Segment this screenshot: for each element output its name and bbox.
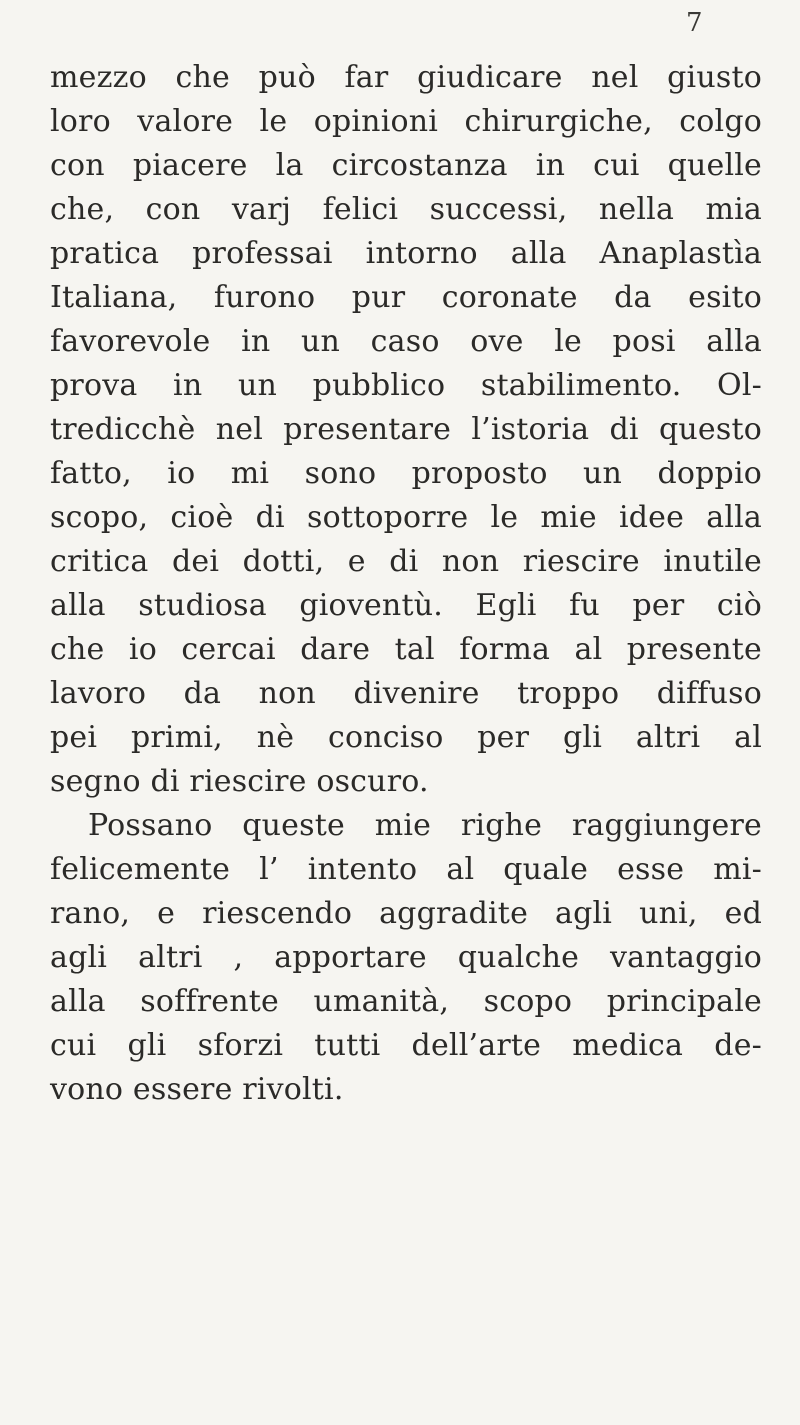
text-line: pratica professai intorno alla Anaplastìa [50, 236, 762, 271]
text-line: tredicchè nel presentare l’istoria di questo [50, 412, 762, 447]
text-line: che, con varj felici successi, nella mia [50, 192, 762, 227]
text-line: lavoro da non divenire troppo diffuso [50, 676, 762, 711]
paragraph-start-line: Possano queste mie righe raggiungere [88, 808, 762, 843]
page-number: 7 [686, 8, 703, 38]
text-line: critica dei dotti, e di non riescire inutile [50, 544, 762, 579]
text-line: felicemente l’ intento al quale esse mi- [50, 852, 762, 887]
text-line: prova in un pubblico stabilimento. Ol- [50, 368, 762, 403]
text-line: cui gli sforzi tutti dell’arte medica de- [50, 1028, 762, 1063]
text-line: alla studiosa gioventù. Egli fu per ciò [50, 588, 762, 623]
text-line: Italiana, furono pur coronate da esito [50, 280, 762, 315]
text-line: che io cercai dare tal forma al presente [50, 632, 762, 667]
text-line: agli altri , apportare qualche vantaggio [50, 940, 762, 975]
text-line: pei primi, nè conciso per gli altri al [50, 720, 762, 755]
text-line: loro valore le opinioni chirurgiche, colgo [50, 104, 762, 139]
body-text [50, 56, 762, 1112]
text-line: mezzo che può far giudicare nel giusto [50, 60, 762, 95]
text-line: fatto, io mi sono proposto un doppio [50, 456, 762, 491]
text-line: con piacere la circostanza in cui quelle [50, 148, 762, 183]
text-line: rano, e riescendo aggradite agli uni, ed [50, 896, 762, 931]
paragraph-end-line: segno di riescire oscuro. [50, 764, 429, 799]
text-line: favorevole in un caso ove le posi alla [50, 324, 762, 359]
text-line: alla soffrente umanità, scopo principale [50, 984, 762, 1019]
paragraph-end-line: vono essere rivolti. [50, 1072, 344, 1107]
text-line: scopo, cioè di sottoporre le mie idee alla [50, 500, 762, 535]
